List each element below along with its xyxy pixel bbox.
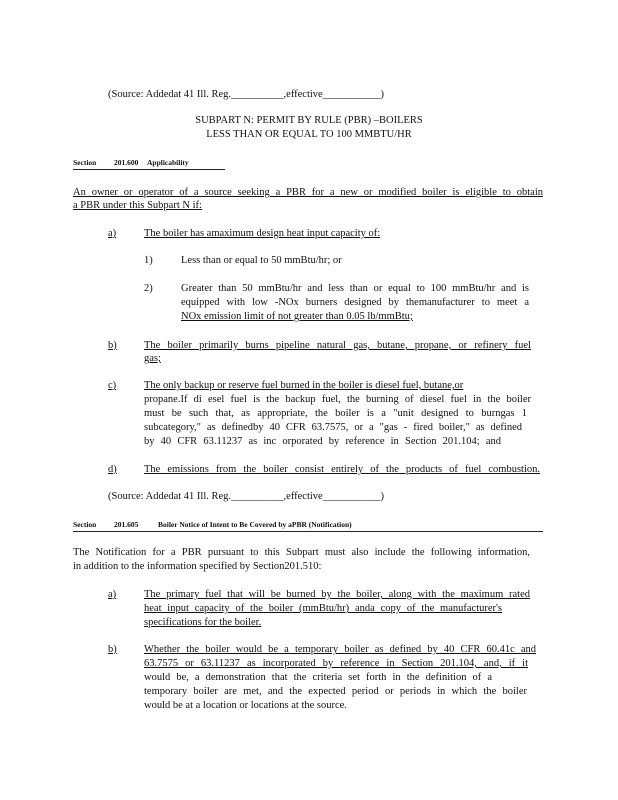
subpart-title-line-2: LESS THAN OR EQUAL TO 100 MMBTU/HR	[206, 129, 412, 140]
section-underline	[73, 169, 225, 170]
list-item-b-line: gas;	[144, 353, 161, 364]
section-title: Boiler Notice of Intent to Be Covered by aPBR (Notification)	[158, 520, 352, 529]
list-label-a1: 1)	[144, 255, 153, 266]
list-item-c-line: The only backup or reserve fuel burned in the boiler is diesel fuel, butane,or	[144, 380, 464, 391]
list-item-b-line: Whether the boiler would be a temporary boiler as defined by 40 CFR 60.41c and	[144, 644, 536, 655]
list-item-a-line: heat input capacity of the boiler (mmBtu/hr) anda copy of the manufacturer's	[144, 603, 502, 614]
section-underline	[73, 531, 543, 532]
section-title: Applicability	[147, 158, 189, 167]
list-item-a2-line: NOx emission limit of not greater than 0.05 lb/mmBtu;	[181, 311, 413, 322]
list-item-b-line: 63.7575 or 63.11237 as incorporated by reference in Section 201.104, and, if it	[144, 658, 528, 669]
source-note: (Source: Addedat 41 Ill. Reg.__________,effective___________)	[108, 491, 384, 502]
list-item-a-line: specifications for the boiler.	[144, 617, 262, 628]
list-label-a: a)	[108, 228, 117, 239]
list-item-b-line: would be at a location or locations at the source.	[144, 700, 347, 711]
list-label-d: d)	[108, 464, 117, 475]
list-item-c-line: subcategory," as definedby 40 CFR 63.7575, or a "gas - fired boiler," as defined	[144, 422, 522, 433]
source-note: (Source: Addedat 41 Ill. Reg.__________,effective___________)	[108, 89, 384, 100]
list-item-a2-line: equipped with low -NOx burners designed by themanufacturer to meet a	[181, 297, 529, 308]
section-label: Section	[73, 520, 97, 529]
list-item-a1-text: Less than or equal to 50 mmBtu/hr; or	[181, 255, 342, 266]
section-label: Section	[73, 158, 97, 167]
list-label-b: b)	[108, 644, 117, 655]
list-item-c-line: by 40 CFR 63.11237 as inc orporated by reference in Section 201.104; and	[144, 436, 501, 447]
intro-paragraph-line: An owner or operator of a source seeking a PBR for a new or modified boiler is eligible to obtain	[73, 187, 543, 198]
list-item-a2-line: Greater than 50 mmBtu/hr and less than or equal to 100 mmBtu/hr and is	[181, 283, 529, 294]
list-label-c: c)	[108, 380, 117, 391]
list-item-c-line: must be such that, as appropriate, the boiler is a "unit designed to burngas 1	[144, 408, 527, 419]
section-number: 201.600	[114, 158, 139, 167]
list-item-b-line: would be, a demonstration that the criteria set forth in the definition of a	[144, 672, 492, 683]
intro-paragraph-line: a PBR under this Subpart N if:	[73, 200, 202, 211]
intro-paragraph-line: The Notification for a PBR pursuant to this Subpart must also include the following information,	[73, 547, 530, 558]
list-item-a-line: The primary fuel that will be burned by the boiler, along with the maximum rated	[144, 589, 530, 600]
list-item-b-line: temporary boiler are met, and the expected period or periods in which the boiler	[144, 686, 527, 697]
list-label-b: b)	[108, 340, 117, 351]
list-label-a: a)	[108, 589, 117, 600]
subpart-title-line-1: SUBPART N: PERMIT BY RULE (PBR) –BOILERS	[195, 115, 423, 126]
section-number: 201.605	[114, 520, 139, 529]
list-label-a2: 2)	[144, 283, 153, 294]
list-item-c-line: propane.If di esel fuel is the backup fuel, the burning of diesel fuel in the boiler	[144, 394, 531, 405]
intro-paragraph-line: in addition to the information specified by Section201.510:	[73, 561, 322, 572]
list-item-a-text: The boiler has amaximum design heat input capacity of:	[144, 228, 381, 239]
list-item-b-line: The boiler primarily burns pipeline natural gas, butane, propane, or refinery fuel	[144, 340, 531, 351]
list-item-d-text: The emissions from the boiler consist entirely of the products of fuel combustion.	[144, 464, 540, 475]
